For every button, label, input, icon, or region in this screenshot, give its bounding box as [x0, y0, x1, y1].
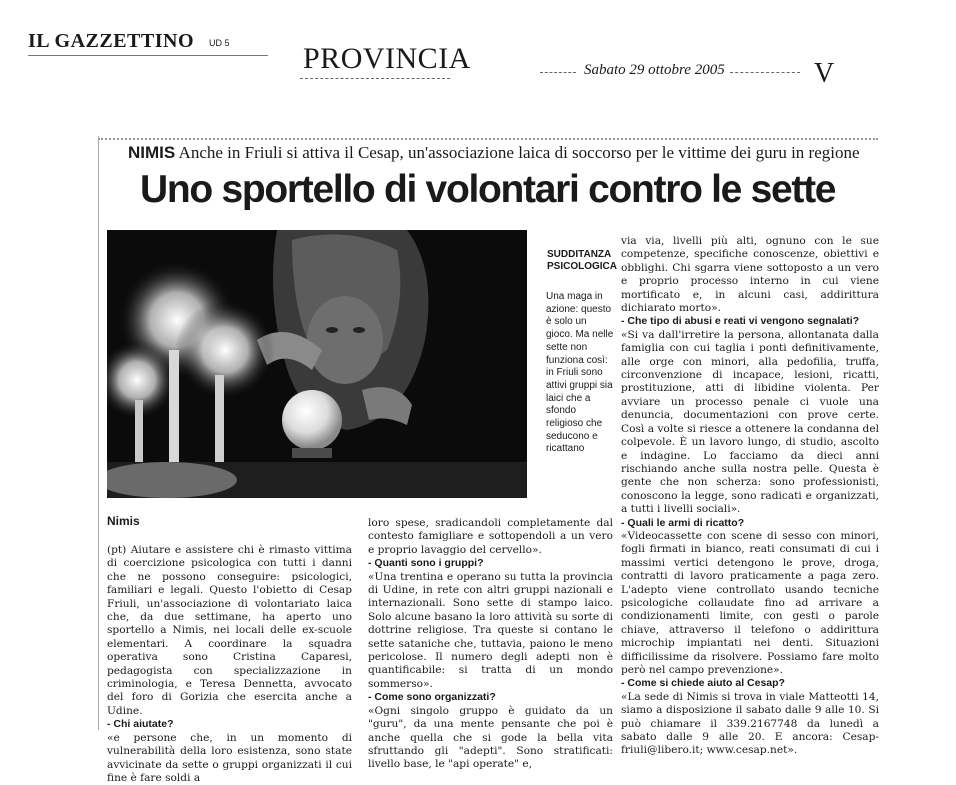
headline: Uno sportello di volontari contro le sette	[140, 168, 836, 211]
body-paragraph: «e persone che, in un momento di vulnerabilità della loro esistenza, sono state avvicinate da sette o gruppi organizzati il cui fine è fare soldi a	[107, 731, 352, 784]
kicker-rule	[98, 138, 878, 140]
article-photo	[107, 230, 527, 498]
byline: Nimis	[107, 514, 140, 528]
interview-question: - Come si chiede aiuto al Cesap?	[621, 677, 785, 690]
body-paragraph: «La sede di Nimis si trova in viale Matteotti 14, siamo a disposizione il sabato dalle 9 alle 10. Si può chiamare il 339.2167748 da lunedì a sabato dalle 9 alle 20. E ancora: Cesap-friuli@libero.it; www.cesap.net».	[621, 690, 879, 757]
interview-question: - Che tipo di abusi e reati vi vengono segnalati?	[621, 315, 860, 328]
body-paragraph: «Ogni singolo gruppo è guidato da un "guru", da una mente pensante che poi è anche quella che si gode la bella vita sfruttando gli "adepti". Sono stratificati: livello base, le "api operate" e,	[368, 704, 613, 771]
body-paragraph: via via, livelli più alti, ognuno con le sue competenze, specifiche conoscenze, obiettivi e obblighi. Chi sgarra viene sottoposto a un vero e proprio processo interno in cui viene mortificato e, in alcuni casi, addirittura dichiarato morto».	[621, 235, 879, 315]
body-paragraph: loro spese, sradicandoli completamente dal contesto famigliare e sottopendoli a un vero e proprio lavaggio del cervello».	[368, 517, 613, 556]
body-paragraph: «Videocassette con scene di sesso con minori, fogli firmati in bianco, reati consumati di cui i massimi vertici detengono le prove, droga, contratti di lavoro praticamente a paga zero. L'adepto viene controllato usando tecniche psicologiche collaudate fino ad arrivare a condizionamenti limite, con gesti o parole chiave, attraverso il telefono o addirittura microchip impiantati nei denti. Situazioni difficilissime da risolvere. Possiamo fare molto però nel campo prevenzione».	[621, 529, 879, 676]
interview-question: - Quanti sono i gruppi?	[368, 557, 484, 570]
kicker-place: NIMIS	[128, 143, 176, 162]
kicker-text: Anche in Friuli si attiva il Cesap, un'associazione laica di soccorso per le vittime dei guru in regione	[178, 143, 860, 162]
body-paragraph: (pt) Aiutare e assistere chi è rimasto vittima di coercizione psicologica con tutti i danni che ne possono conseguire: psicologici, familiari e legali. Questo l'obietto di Cesap Friuli, un'associazione di volontariato laica che, da due settimane, ha aperto uno sportello a Nimis, nei locali delle ex-scuole elementari. A coordinare la squadra operativa sono Cristina Caparesi, pedagogista con specializzazione in criminologia, e Teresa Dennetta, avvocato del foro di Gorizia che esercita anche a Udine.	[107, 544, 352, 717]
column-2	[368, 517, 613, 772]
issue-date: Sabato 29 ottobre 2005	[584, 62, 725, 78]
body-paragraph: «Una trentina e operano su tutta la provincia di Udine, in rete con altri gruppi nazionali e internazionali. Sono sette di stampo laico. Solo alcune basano la loro attività su sorte di dottrine religiose. Tra queste si contano le sette sataniche che, tuttavia, paiono le meno pericolose. Il numero degli adepti non è quantificabile: si tratta di un mondo sommerso».	[368, 570, 613, 690]
kicker	[128, 143, 860, 163]
column-1	[107, 544, 352, 785]
fortune-teller-illustration	[107, 230, 527, 498]
date-rule-left	[540, 72, 576, 73]
date-rule-right	[730, 72, 800, 73]
body-paragraph: «Si va dall'irretire la persona, allontanata dalla famiglia con cui taglia i ponti definitivamente, alle orge con minori, alla pedofilia, truffa, circonvenzione di incapace, lesioni, ricatti, prostituzione, atti di libidine violenta. Per avviare un processo penale ci vuole una denuncia, documentazioni con prove certe. Così a volte si riesce a ottenere la condanna del colpevole. È un lavoro lungo, di studio, ascolto e indagine. Lo facciamo da dieci anni rischiando anche sulla nostra pelle. Questa è gente che non scherza: sono professionisti, conoscono la legge, sono radicati e organizzati, a tutti i livelli sociali».	[621, 328, 879, 516]
interview-question: - Quali le armi di ricatto?	[621, 516, 745, 529]
masthead-rule	[28, 55, 268, 56]
interview-question: - Come sono organizzati?	[368, 691, 496, 704]
page-number: V	[814, 58, 835, 89]
column-3	[621, 235, 879, 758]
caption-body: Una maga in azione: questo è solo un gioco. Ma nelle sette non funziona così: in Friuli sono attivi gruppi sia laici che a sfondo religioso che seducono e ricattano	[546, 291, 614, 455]
masthead: IL GAZZETTINO	[28, 30, 195, 52]
edition-code: UD 5	[209, 38, 230, 48]
interview-question: - Chi aiutate?	[107, 718, 174, 731]
section-title: PROVINCIA	[303, 42, 471, 75]
clipping-edge	[98, 136, 99, 730]
caption-title: SUDDITANZA PSICOLOGICA	[547, 249, 618, 272]
section-rule	[300, 78, 450, 79]
